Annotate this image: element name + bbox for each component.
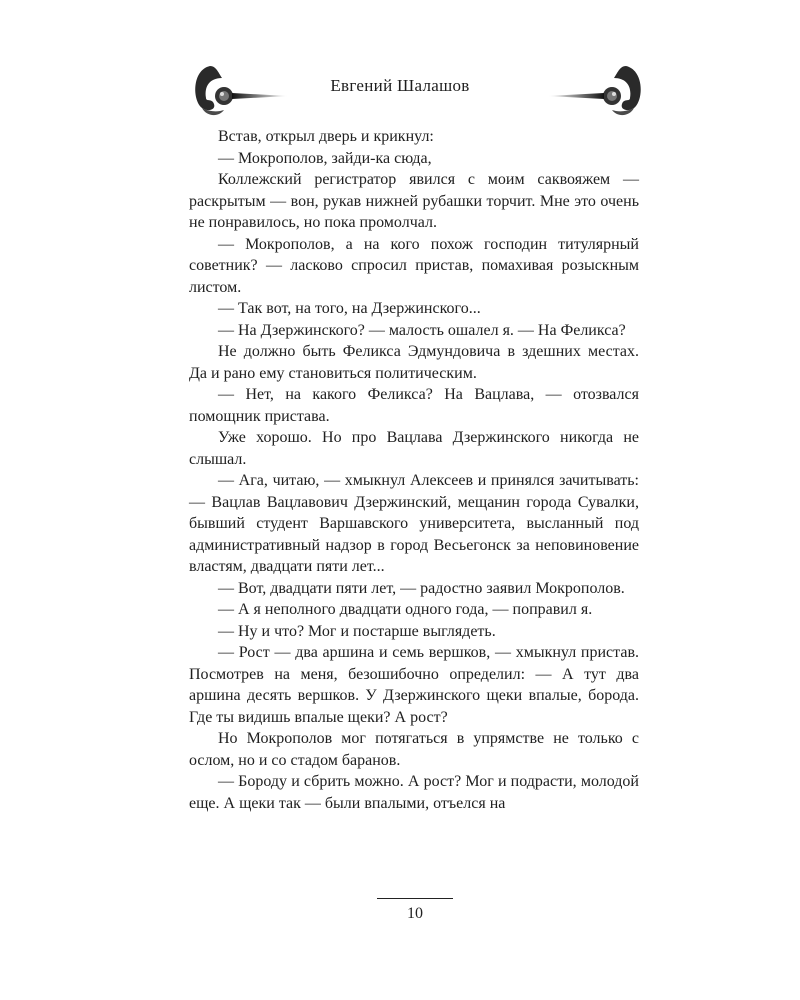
paragraph: — Нет, на какого Феликса? На Вацлава, — отозвался помощник пристава. bbox=[189, 386, 639, 425]
paragraph: — Вот, двадцати пяти лет, — радостно заявил Мокрополов. bbox=[218, 579, 625, 597]
paragraph: Встав, открыл дверь и крикнул: bbox=[218, 128, 434, 145]
paragraph: — Ага, читаю, — хмыкнул Алексеев и принялся зачитывать: — Вацлав Вацлавович Дзержинский, мещанин города Сувалки, бывший студент Варшавского университета, высланный под административный надзор в город Весьегонск за неповиновение властям, двадцати пяти лет... bbox=[189, 472, 639, 575]
paragraph: Но Мокрополов мог потягаться в упрямстве не только с ослом, но и со стадом баранов. bbox=[189, 730, 639, 769]
right-ornament-icon bbox=[548, 60, 648, 130]
running-header bbox=[0, 60, 800, 130]
paragraph: Уже хорошо. Но про Вацлава Дзержинского никогда не слышал. bbox=[189, 429, 639, 468]
paragraph: — Мокрополов, а на кого похож господин титулярный советник? — ласково спросил пристав, помахивая розыскным листом. bbox=[189, 235, 639, 296]
page-number: 10 bbox=[407, 905, 423, 922]
paragraph: — Так вот, на того, на Дзержинского... bbox=[218, 300, 481, 317]
page-body-text bbox=[189, 126, 639, 814]
paragraph: Коллежский регистратор явился с моим саквояжем — раскрытым — вон, рукав нижней рубашки торчит. Мне это очень не понравилось, но пока промолчал. bbox=[189, 171, 639, 231]
footer-divider bbox=[377, 898, 453, 899]
book-author-title: Евгений Шалашов bbox=[330, 76, 470, 95]
paragraph: — Рост — два аршина и семь вершков, — хмыкнул пристав. Посмотрев на меня, безошибочно определил: — А тут два аршина десять вершков. У Дзержинского щеки впалые, борода. Где ты видишь впалые щеки? А рост? bbox=[189, 644, 639, 726]
paragraph: — Ну и что? Мог и постарше выглядеть. bbox=[218, 622, 496, 640]
paragraph: — На Дзержинского? — малость ошалел я. — На Феликса? bbox=[218, 321, 626, 339]
paragraph: — Мокрополов, зайди-ка сюда, bbox=[218, 149, 432, 167]
paragraph: — А я неполного двадцати одного года, — поправил я. bbox=[218, 601, 593, 618]
paragraph: Не должно быть Феликса Эдмундовича в здешних местах. Да и рано ему становиться политическим. bbox=[189, 343, 639, 382]
paragraph: — Бороду и сбрить можно. А рост? Мог и подрасти, молодой еще. А щеки так — были впалыми, отъелся на bbox=[189, 773, 639, 812]
